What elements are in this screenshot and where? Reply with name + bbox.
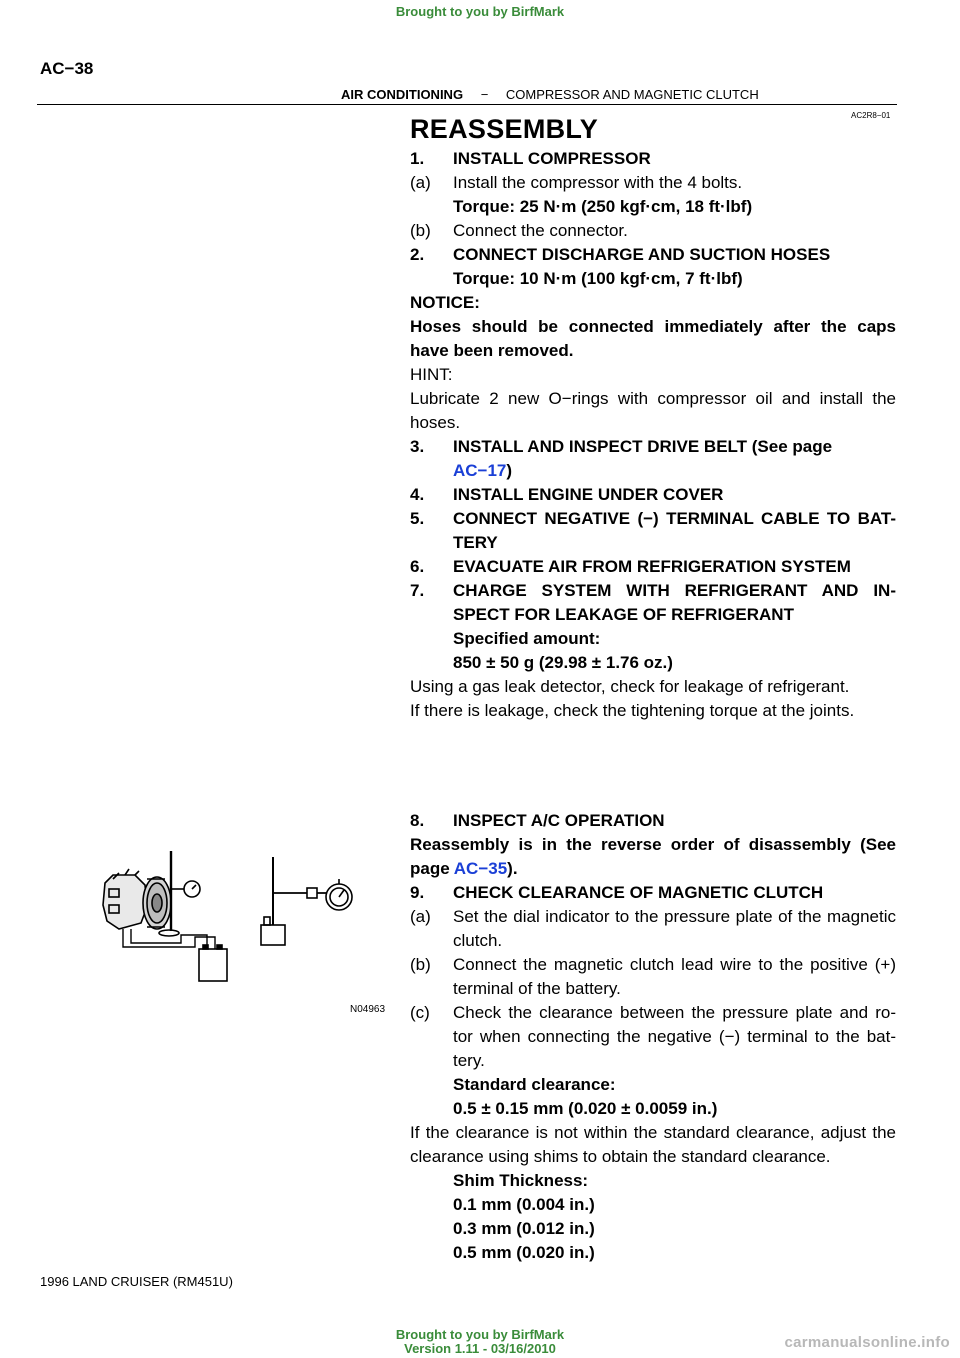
hint-line-1: Lubricate 2 new O−rings with compressor oil and install the (410, 389, 896, 408)
step-1a-number: (a) (410, 173, 431, 192)
step-7-number: 7. (410, 581, 425, 600)
step-2-number: 2. (410, 245, 425, 264)
step-9c-continued-1: tor when connecting the negative (−) terminal to the bat- (453, 1027, 896, 1046)
page-link-ac17[interactable]: AC−17 (453, 461, 507, 480)
specified-amount-value: 850 ± 50 g (29.98 ± 1.76 oz.) (453, 653, 673, 672)
page-link-ac35[interactable]: AC−35 (453, 859, 508, 878)
leak-check-line-2: If there is leakage, check the tightening torque at the joints. (410, 701, 855, 720)
step-6-number: 6. (410, 557, 425, 576)
step-9b-continued: terminal of the battery. (453, 979, 621, 998)
notice-line-2: have been removed. (410, 341, 574, 360)
bottom-watermark-line-2: Version 1.11 - 03/16/2010 (404, 1341, 556, 1356)
reverse-order-close: ). (507, 859, 518, 878)
step-9c-number: (c) (410, 1003, 430, 1022)
step-9a-number: (a) (410, 907, 431, 926)
torque-spec-2: Torque: 10 N·m (100 kgf·cm, 7 ft·lbf) (453, 269, 743, 288)
step-9c-text: Check the clearance between the pressure plate and ro- (453, 1003, 896, 1022)
hint-line-2: hoses. (410, 413, 461, 432)
step-1b-text: Connect the connector. (453, 221, 628, 240)
step-4-text: INSTALL ENGINE UNDER COVER (453, 485, 724, 504)
torque-spec-1: Torque: 25 N·m (250 kgf·cm, 18 ft·lbf) (453, 197, 753, 216)
step-9b-number: (b) (410, 955, 431, 974)
reverse-order-line-2 (410, 857, 518, 881)
footer-model: 1996 LAND CRUISER (RM451U) (40, 1274, 233, 1289)
step-1-text: INSTALL COMPRESSOR (453, 149, 651, 168)
dial-indicator-2-drawing (261, 857, 352, 945)
adjust-line-1: If the clearance is not within the standard clearance, adjust the (410, 1123, 896, 1142)
step-2-text: CONNECT DISCHARGE AND SUCTION HOSES (453, 245, 831, 264)
step-1b-number: (b) (410, 221, 431, 240)
header-rule (37, 104, 897, 105)
shim-thickness-label: Shim Thickness: (453, 1171, 589, 1190)
subsection-title: COMPRESSOR AND MAGNETIC CLUTCH (505, 87, 759, 102)
specified-amount-label: Specified amount: (453, 629, 601, 648)
step-8-number: 8. (410, 811, 425, 830)
step-8-text: INSPECT A/C OPERATION (453, 811, 665, 830)
site-watermark: carmanualsonline.info (784, 1334, 950, 1351)
figure-code: N04963 (350, 1004, 386, 1015)
section-header (341, 87, 759, 102)
step-9a-text: Set the dial indicator to the pressure plate of the magnetic (453, 907, 896, 926)
step-9-text: CHECK CLEARANCE OF MAGNETIC CLUTCH (453, 883, 824, 902)
step-7-text: CHARGE SYSTEM WITH REFRIGERANT AND IN- (453, 581, 896, 600)
hint-label: HINT: (410, 365, 453, 384)
step-5-number: 5. (410, 509, 425, 528)
page-title: REASSEMBLY (410, 114, 599, 144)
lead-wires (123, 929, 215, 949)
step-9c-continued-2: tery. (453, 1051, 485, 1070)
step-5-text: CONNECT NEGATIVE (−) TERMINAL CABLE TO BAT- (453, 509, 896, 528)
bottom-watermark-line-1: Brought to you by BirfMark (395, 1327, 565, 1342)
leak-check-line-1: Using a gas leak detector, check for leakage of refrigerant. (410, 677, 850, 696)
compressor-drawing (103, 869, 171, 929)
section-title: AIR CONDITIONING (341, 87, 464, 102)
step-3-page-ref (453, 459, 512, 483)
notice-label: NOTICE: (410, 293, 480, 312)
step-9b-text: Connect the magnetic clutch lead wire to the positive (+) (453, 955, 896, 974)
step-5-continued: TERY (453, 533, 498, 552)
step-9a-continued: clutch. (453, 931, 503, 950)
shim-value-2: 0.3 mm (0.012 in.) (453, 1219, 595, 1238)
step-7-continued: SPECT FOR LEAKAGE OF REFRIGERANT (453, 605, 794, 624)
clutch-clearance-illustration (95, 845, 385, 990)
step-3-close-paren: ) (506, 461, 513, 480)
step-9-number: 9. (410, 883, 425, 902)
step-4-number: 4. (410, 485, 425, 504)
notice-line-1: Hoses should be connected immediately after the caps (410, 317, 896, 336)
battery-drawing (199, 945, 227, 981)
reverse-order-page-word: page (410, 859, 450, 878)
shim-value-3: 0.5 mm (0.020 in.) (453, 1243, 595, 1262)
step-1-number: 1. (410, 149, 425, 168)
shim-value-1: 0.1 mm (0.004 in.) (453, 1195, 595, 1214)
reverse-order-line-1: Reassembly is in the reverse order of disassembly (See (410, 835, 896, 854)
standard-clearance-label: Standard clearance: (453, 1075, 616, 1094)
step-3-text: INSTALL AND INSPECT DRIVE BELT (See page (453, 437, 833, 456)
header-separator: − (480, 87, 489, 102)
step-6-text: EVACUATE AIR FROM REFRIGERATION SYSTEM (453, 557, 851, 576)
step-1a-text: Install the compressor with the 4 bolts. (453, 173, 743, 192)
reference-code: AC2R8−01 (851, 111, 891, 120)
adjust-line-2: clearance using shims to obtain the standard clearance. (410, 1147, 831, 1166)
standard-clearance-value: 0.5 ± 0.15 mm (0.020 ± 0.0059 in.) (453, 1099, 718, 1118)
page-number: AC−38 (40, 59, 94, 78)
step-3-number: 3. (410, 437, 425, 456)
top-watermark: Brought to you by BirfMark (395, 4, 565, 19)
